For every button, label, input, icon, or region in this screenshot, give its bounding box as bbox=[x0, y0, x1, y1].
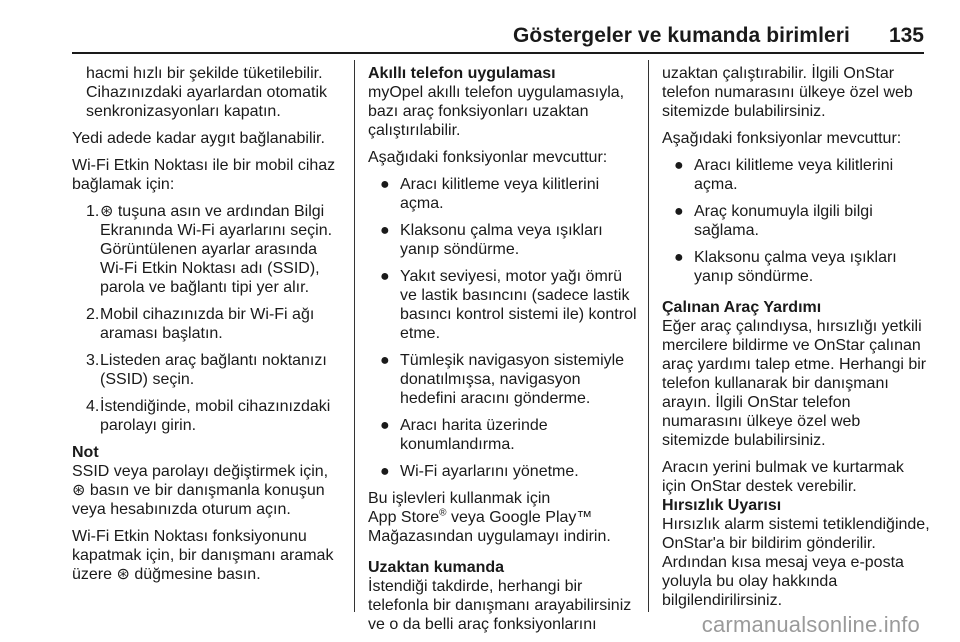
paragraph: Hırsızlık alarm sistemi tetiklendiğinde, OnStar'a bir bildirim gönderilir. Ardından kısa mesaj veya e-posta yoluyla bu olay hakkında bilgilendirilirsiniz. bbox=[662, 516, 930, 609]
bullet-list bbox=[368, 175, 638, 481]
bullet-item bbox=[368, 175, 638, 213]
step-text: Mobil cihazınızda bir Wi-Fi ağı araması başlatın. bbox=[100, 306, 315, 342]
paragraph bbox=[72, 527, 344, 584]
paragraph: Wi-Fi Etkin Noktası ile bir mobil cihaz bağlamak için: bbox=[72, 157, 336, 193]
section-heading: Uzaktan kumanda bbox=[368, 559, 505, 576]
step-item bbox=[72, 202, 344, 297]
page-header bbox=[0, 0, 960, 52]
bullet-text: Wi-Fi ayarlarını yönetme. bbox=[400, 463, 579, 480]
bullet-text: Aracı harita üzerinde konumlandırma. bbox=[400, 417, 548, 453]
watermark: carmanualsonline.info bbox=[701, 612, 920, 637]
bullet-text: Klaksonu çalma veya ışıkları yanıp söndürme. bbox=[694, 249, 897, 285]
paragraph: İstendiği takdirde, herhangi bir telefonla bir danışmanı arayabilirsiniz ve o da belli araç fonksiyonlarını bbox=[368, 578, 632, 633]
step-item bbox=[72, 351, 344, 389]
section-heading: Hırsızlık Uyarısı bbox=[662, 497, 782, 514]
bullet-icon: ● bbox=[380, 268, 390, 285]
paragraph-text: Wi-Fi Etkin Noktası fonksiyonunu kapatmak için, bir danışmanı aramak üzere bbox=[72, 528, 334, 583]
bullet-text: Araç konumuyla ilgili bilgi sağlama. bbox=[694, 203, 873, 239]
registered-mark: ® bbox=[439, 507, 447, 519]
paragraph-text: düğmesine basın. bbox=[134, 566, 261, 583]
step-item bbox=[72, 305, 344, 343]
step-number: 4. bbox=[86, 398, 100, 415]
step-number: 1. bbox=[86, 203, 100, 220]
bullet-icon: ● bbox=[380, 352, 390, 369]
note-text: basın ve bir danışmanla konuşun veya hesabınızda oturum açın. bbox=[72, 482, 325, 518]
steps-list bbox=[72, 202, 344, 435]
page-number: 135 bbox=[888, 24, 924, 47]
paragraph-text: Bu işlevleri kullanmak için bbox=[368, 490, 551, 507]
step-number: 3. bbox=[86, 352, 100, 369]
step-text: Listeden araç bağlantı noktanızı (SSID) seçin. bbox=[100, 352, 327, 388]
bullet-icon: ● bbox=[380, 222, 390, 239]
bullet-item bbox=[662, 248, 930, 286]
onstar-button-icon: ⊛ bbox=[116, 566, 130, 583]
bullet-item bbox=[368, 267, 638, 343]
paragraph-text: veya Google Play™ bbox=[450, 509, 593, 526]
bullet-text: Yakıt seviyesi, motor yağı ömrü ve lastik basıncını (sadece lastik basıncı kontrol sistemi ile) kontrol etme. bbox=[400, 268, 637, 342]
bullet-icon: ● bbox=[380, 417, 390, 434]
cont-line: Cihazınızdaki ayarlardan otomatik bbox=[86, 84, 328, 101]
column-divider-2 bbox=[648, 60, 649, 612]
bullet-text: Aracı kilitleme veya kilitlerini açma. bbox=[400, 176, 600, 212]
paragraph: Eğer araç çalındıysa, hırsızlığı yetkili mercilere bildirme ve OnStar çalınan araç yardımı talep etme. Herhangi bir telefon kullanarak bir danışmanı arayın. İlgili OnStar telefon numarasını ülkeye özel web sitemizde bulabilirsiniz. bbox=[662, 318, 927, 449]
paragraph: uzaktan çalıştırabilir. İlgili OnStar telefon numarasını ülkeye özel web sitemizde bulabilirsiniz. bbox=[662, 65, 913, 120]
step-number: 2. bbox=[86, 306, 100, 323]
bullet-text: Tümleşik navigasyon sistemiyle donatılmışsa, navigasyon hedefini aracını gönderme. bbox=[400, 352, 625, 407]
step-text: İstendiğinde, mobil cihazınızdaki parolayı girin. bbox=[100, 398, 331, 434]
note-heading: Not bbox=[72, 444, 99, 461]
column-divider-1 bbox=[354, 60, 355, 612]
column-2 bbox=[368, 64, 638, 642]
paragraph bbox=[368, 489, 638, 546]
onstar-button-icon: ⊛ bbox=[72, 482, 86, 499]
cont-line: senkronizasyonları kapatın. bbox=[86, 103, 281, 120]
bullet-icon: ● bbox=[674, 249, 684, 266]
paragraph: Yedi adede kadar aygıt bağlanabilir. bbox=[72, 130, 325, 147]
column-3 bbox=[662, 64, 930, 618]
note-text: SSID veya parolayı değiştirmek için, bbox=[72, 463, 329, 480]
paragraph-text: App Store bbox=[368, 509, 440, 526]
page-title: Göstergeler ve kumanda birimleri bbox=[513, 24, 850, 47]
cont-line: hacmi hızlı bir şekilde tüketilebilir. bbox=[86, 65, 323, 82]
continued-text bbox=[72, 64, 344, 121]
header-rule bbox=[72, 52, 924, 54]
paragraph: Aracın yerini bulmak ve kurtarmak için OnStar destek verebilir. bbox=[662, 459, 904, 495]
bullet-icon: ● bbox=[674, 157, 684, 174]
step-text: tuşuna asın ve ardından Bilgi Ekranında Wi-Fi ayarlarını seçin. Görüntülenen ayarlar arasında Wi-Fi Etkin Noktası adı (SSID), parola ve bağlantı tipi yer alır. bbox=[100, 203, 333, 296]
bullet-item bbox=[368, 416, 638, 454]
bullet-item bbox=[368, 351, 638, 408]
bullet-text: Klaksonu çalma veya ışıkları yanıp söndürme. bbox=[400, 222, 603, 258]
note-block bbox=[72, 443, 344, 519]
paragraph: Aşağıdaki fonksiyonlar mevcuttur: bbox=[662, 130, 902, 147]
bullet-list bbox=[662, 156, 930, 286]
bullet-item bbox=[368, 462, 638, 481]
onstar-wifi-icon: ⊛ bbox=[100, 203, 114, 220]
paragraph: myOpel akıllı telefon uygulamasıyla, bazı araç fonksiyonları uzaktan çalıştırılabilir. bbox=[368, 84, 625, 139]
bullet-item bbox=[662, 156, 930, 194]
bullet-text: Aracı kilitleme veya kilitlerini açma. bbox=[694, 157, 894, 193]
section-heading: Çalınan Araç Yardımı bbox=[662, 299, 822, 316]
bullet-icon: ● bbox=[380, 463, 390, 480]
section-heading: Akıllı telefon uygulaması bbox=[368, 65, 556, 82]
paragraph: Aşağıdaki fonksiyonlar mevcuttur: bbox=[368, 149, 608, 166]
bullet-item bbox=[662, 202, 930, 240]
bullet-icon: ● bbox=[674, 203, 684, 220]
paragraph-text: Mağazasından uygulamayı indirin. bbox=[368, 528, 611, 545]
step-item bbox=[72, 397, 344, 435]
column-1 bbox=[72, 64, 344, 592]
bullet-item bbox=[368, 221, 638, 259]
bullet-icon: ● bbox=[380, 176, 390, 193]
